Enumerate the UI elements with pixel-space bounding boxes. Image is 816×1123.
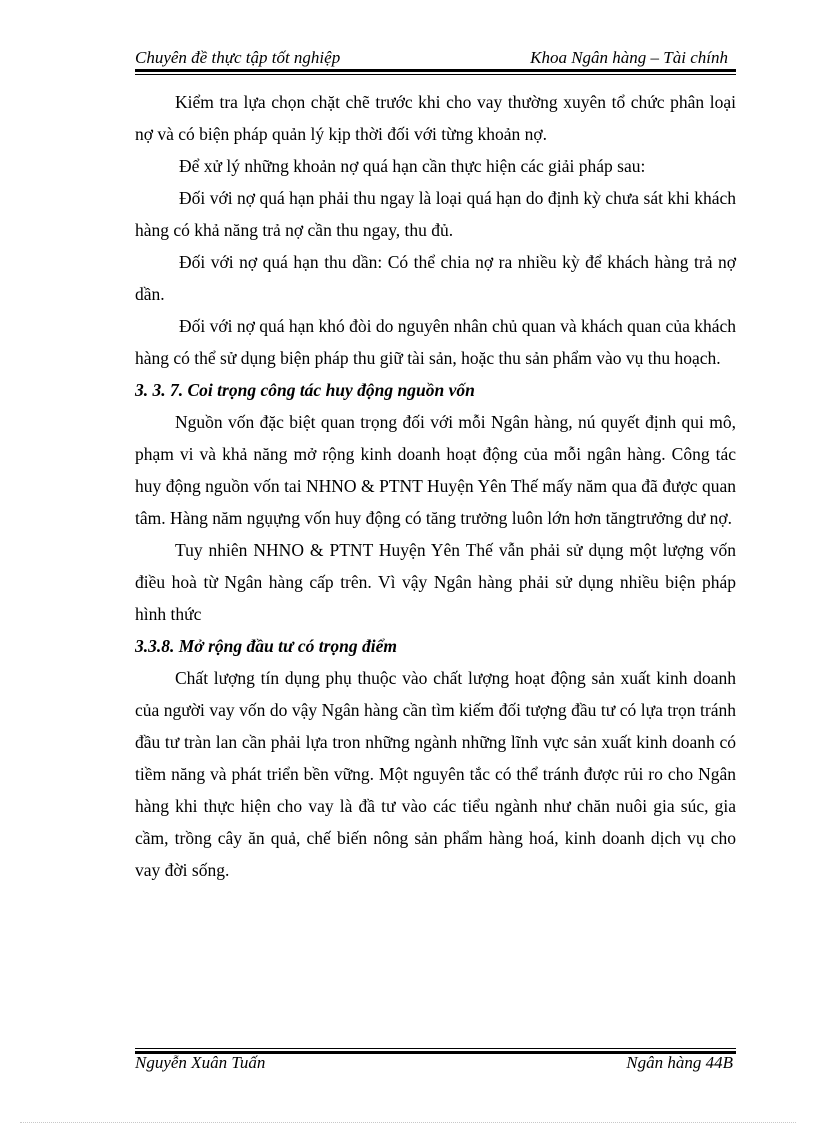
footer-rule-thin — [135, 1048, 736, 1049]
paragraph: Tuy nhiên NHNO & PTNT Huyện Yên Thế vẫn phải sử dụng một lượng vốn điều hoà từ Ngân hàng cấp trên. Vì vậy Ngân hàng phải sử dụng nhiều biện pháp hình thức — [135, 540, 736, 624]
paragraph: Đối với nợ quá hạn phải thu ngay là loại quá hạn do định kỳ chưa sát khi khách hàng có khả năng trả nợ cần thu ngay, thu đủ. — [135, 188, 736, 240]
page-footer — [135, 1053, 736, 1075]
paragraph: Đối với nợ quá hạn khó đòi do nguyên nhân chủ quan và khách quan của khách hàng có thể sử dụng biện pháp thu giữ tài sản, hoặc thu sản phẩm vào vụ thu hoạch. — [135, 316, 736, 368]
paragraph: Chất lượng tín dụng phụ thuộc vào chất lượng hoạt động sản xuất kinh doanh của người vay vốn do vậy Ngân hàng cần tìm kiếm đối tượng đầu tư có lựa trọn tránh đầu tư tràn lan cần phải lựa tron những ngành những lĩnh vực sản xuất kinh doanh có tiềm năng và phát triển bền vững. Một nguyên tắc có thể tránh được rủi ro cho Ngân hàng khi thực hiện cho vay là đầ tư vào các tiểu ngành như chăn nuôi gia súc, gia cầm, trồng cây ăn quả, chế biến nông sản phẩm hàng hoá, kinh doanh dịch vụ cho vay đời sống. — [135, 668, 736, 880]
page-header — [135, 48, 728, 70]
section-heading: 3. 3. 7. Coi trọng công tác huy động nguồn vốn — [135, 380, 475, 400]
paragraph: Đối với nợ quá hạn thu dần: Có thể chia nợ ra nhiều kỳ để khách hàng trả nợ dần. — [135, 252, 736, 304]
header-right-text: Khoa Ngân hàng – Tài chính — [530, 48, 728, 67]
document-body — [135, 86, 736, 886]
paragraph: Để xử lý những khoản nợ quá hạn cần thực hiện các giải pháp sau: — [179, 156, 646, 176]
header-left-text: Chuyên đề thực tập tốt nghiệp — [135, 48, 341, 67]
header-rule-thin — [135, 74, 736, 75]
section-heading: 3.3.8. Mở rộng đầu tư có trọng điểm — [135, 636, 397, 656]
paragraph: Nguồn vốn đặc biệt quan trọng đối với mỗi Ngân hàng, nú quyết định qui mô, phạm vi và khả năng mở rộng kinh doanh hoạt động của mỗi ngân hàng. Công tác huy động nguồn vốn tai NHNO & PTNT Huyện Yên Thế mấy năm qua đã được quan tâm. Hàng năm ngụựng vốn huy động có tăng trưởng luôn lớn hơn tăngtrưởng dư nợ. — [135, 412, 736, 528]
footer-class: Ngân hàng 44B — [626, 1053, 733, 1072]
header-rule-thick — [135, 69, 736, 72]
paragraph: Kiểm tra lựa chọn chặt chẽ trước khi cho vay thường xuyên tổ chức phân loại nợ và có biện pháp quản lý kịp thời đối với từng khoản nợ. — [135, 92, 736, 144]
footer-author: Nguyễn Xuân Tuấn — [135, 1053, 266, 1072]
